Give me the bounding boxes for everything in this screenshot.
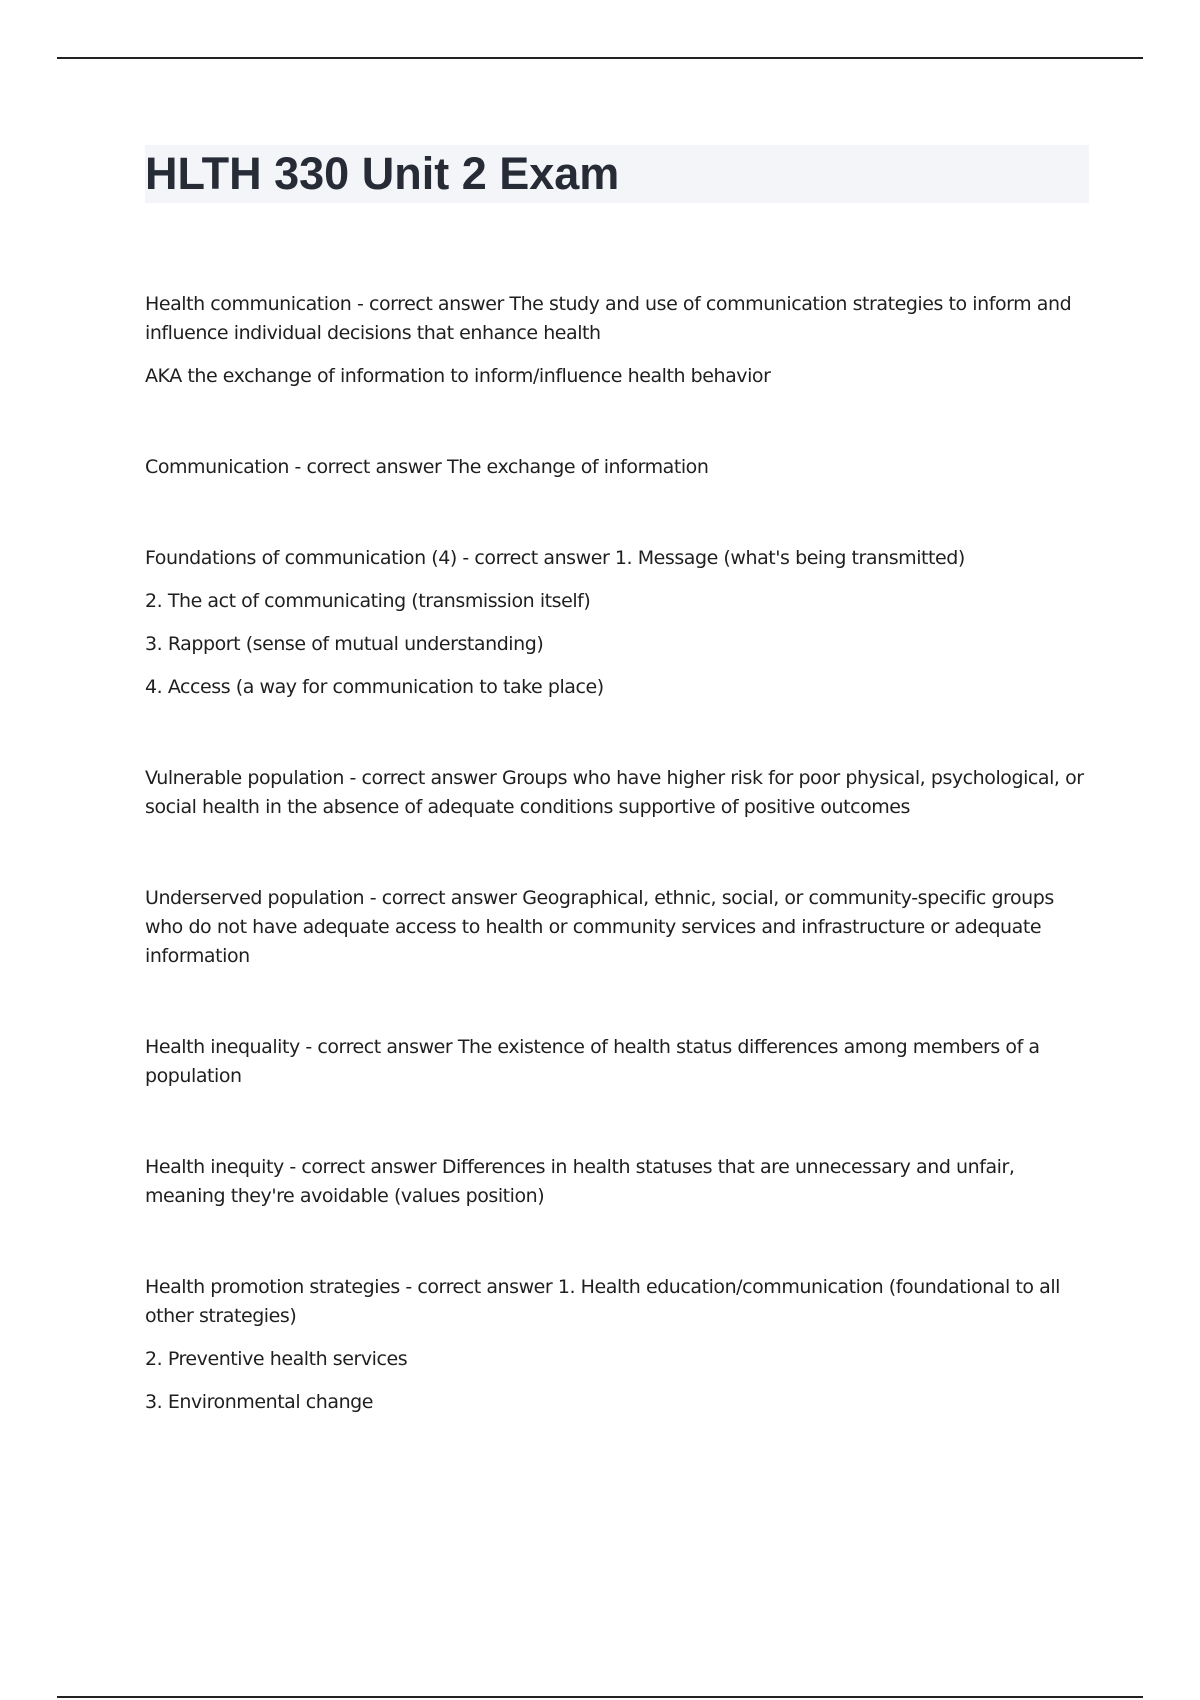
entry-text: Vulnerable population - correct answer Groups who have higher risk for poor physical, psychological, or social health in the absence of adequate conditions supportive of positive outcomes bbox=[145, 767, 1084, 818]
page-title: HLTH 330 Unit 2 Exam bbox=[145, 148, 620, 199]
top-divider bbox=[57, 57, 1143, 59]
entry-health-communication bbox=[145, 290, 1095, 391]
bottom-divider bbox=[57, 1696, 1143, 1698]
entry-underserved-population bbox=[145, 884, 1095, 971]
entry-text: 3. Rapport (sense of mutual understanding) bbox=[145, 633, 544, 655]
entry-vulnerable-population bbox=[145, 764, 1095, 822]
entry-text: Health promotion strategies - correct answer 1. Health education/communication (foundational to all other strategies) bbox=[145, 1276, 1060, 1327]
entry-text: Health communication - correct answer The study and use of communication strategies to inform and influence individual decisions that enhance health bbox=[145, 293, 1072, 344]
entry-foundations-of-communication bbox=[145, 544, 1095, 702]
entry-text: Health inequality - correct answer The existence of health status differences among members of a population bbox=[145, 1036, 1040, 1087]
entry-text: 2. The act of communicating (transmission itself) bbox=[145, 590, 591, 612]
entry-text: 4. Access (a way for communication to take place) bbox=[145, 676, 604, 698]
entry-text: Underserved population - correct answer Geographical, ethnic, social, or community-specific groups who do not have adequate access to health or community services and infrastructure or adequate information bbox=[145, 887, 1054, 967]
entry-text: 3. Environmental change bbox=[145, 1391, 374, 1413]
document-body bbox=[145, 290, 1095, 1479]
entry-health-promotion-strategies bbox=[145, 1273, 1095, 1417]
entry-text: 2. Preventive health services bbox=[145, 1348, 408, 1370]
entry-health-inequity bbox=[145, 1153, 1095, 1211]
entry-text: AKA the exchange of information to inform/influence health behavior bbox=[145, 365, 771, 387]
entry-text: Communication - correct answer The exchange of information bbox=[145, 456, 709, 478]
entry-health-inequality bbox=[145, 1033, 1095, 1091]
entry-text: Health inequity - correct answer Differences in health statuses that are unnecessary and unfair, meaning they're avoidable (values position) bbox=[145, 1156, 1015, 1207]
entry-text: Foundations of communication (4) - correct answer 1. Message (what's being transmitted) bbox=[145, 547, 965, 569]
entry-communication bbox=[145, 453, 1095, 482]
